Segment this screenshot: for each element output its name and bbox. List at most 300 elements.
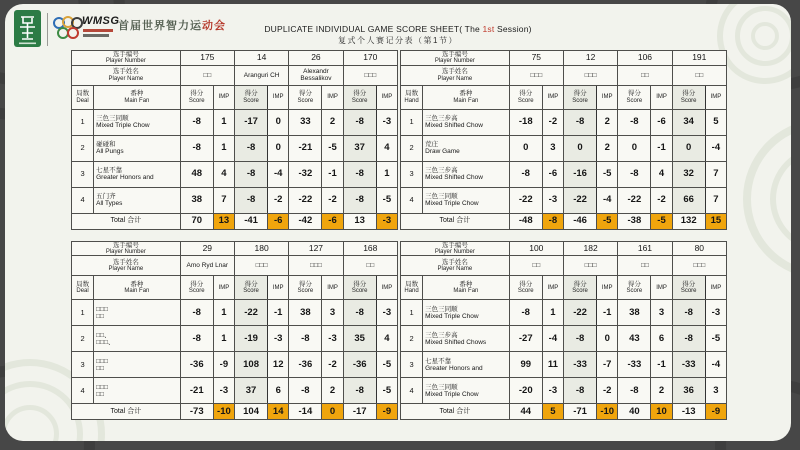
sheet-title-text-end: Session) <box>494 24 532 34</box>
fan-cell <box>94 135 181 161</box>
fan-cell <box>423 109 510 135</box>
fan-name-cn: 七星不靠 <box>425 357 452 365</box>
score-total-cell: -38 <box>618 213 651 229</box>
fan-header-cn: 番种 <box>130 281 144 289</box>
fan-name-cn: 荒庄 <box>425 141 439 149</box>
player-name: □□ <box>618 65 672 85</box>
imp-cell: 6 <box>268 378 289 404</box>
player-number-label-en: Player Number <box>434 248 475 255</box>
score-cell: -36 <box>180 352 213 378</box>
score-cell: 37 <box>234 378 267 404</box>
imp-total-cell: 0 <box>322 404 343 420</box>
table-row <box>72 109 398 135</box>
player-name: □□□ <box>563 65 617 85</box>
score-cell: -8 <box>343 378 376 404</box>
fan-name-cn: 三色三同顺 <box>425 305 458 313</box>
fan-name-en: All Types <box>96 200 123 208</box>
score-header <box>289 85 322 109</box>
imp-cell: 2 <box>322 109 343 135</box>
deal-cell: 3 <box>72 161 94 187</box>
score-header-cn: 得分 <box>353 90 367 98</box>
score-cell: -22 <box>509 187 542 213</box>
imp-cell: -4 <box>705 135 726 161</box>
total-label <box>401 404 510 420</box>
fan-name-cn: 碰碰和 <box>96 141 116 149</box>
score-cell: 0 <box>672 135 705 161</box>
player-number: 161 <box>618 241 672 256</box>
fan-name-en: □□□、 <box>96 338 115 346</box>
player-name: □□□ <box>289 256 343 276</box>
score-header-en: Score <box>626 288 643 295</box>
score-table-bottom-right <box>400 241 727 421</box>
fan-name-en: Greater Honors and <box>425 364 483 372</box>
imp-header: IMP <box>268 276 289 300</box>
score-cell: 37 <box>343 135 376 161</box>
player-name-label-en: Player Name <box>108 75 144 82</box>
score-cell: -8 <box>343 109 376 135</box>
fan-cell <box>423 300 510 326</box>
player-name-label <box>401 65 510 85</box>
player-name: □□ <box>672 65 726 85</box>
deal-header-cn: 局数 <box>76 281 90 289</box>
score-header-cn: 得分 <box>190 90 204 98</box>
score-cell: -20 <box>509 378 542 404</box>
score-header <box>509 85 542 109</box>
player-name-label-en: Player Name <box>437 266 473 273</box>
fan-header <box>94 85 181 109</box>
fan-name-en: Mixed Triple Chow <box>425 200 479 208</box>
score-header-en: Score <box>626 97 643 104</box>
score-cell: 34 <box>672 109 705 135</box>
fan-name-cn: 七星不靠 <box>96 167 123 175</box>
imp-cell: 4 <box>651 161 672 187</box>
score-header-cn: 得分 <box>353 281 367 289</box>
score-table-bottom-left <box>71 241 398 421</box>
imp-header: IMP <box>376 276 397 300</box>
player-number: 168 <box>343 241 397 256</box>
fan-name-en: Mixed Triple Chow <box>96 122 150 130</box>
imp-header: IMP <box>705 85 726 109</box>
deal-cell: 3 <box>401 161 423 187</box>
sheet-title <box>5 24 791 34</box>
fan-name-en: □□ <box>96 390 104 398</box>
total-row <box>72 213 398 229</box>
imp-cell: -5 <box>705 326 726 352</box>
imp-cell: 0 <box>597 326 618 352</box>
table-row <box>72 161 398 187</box>
player-number: 127 <box>289 241 343 256</box>
score-cell: 43 <box>618 326 651 352</box>
fan-name-en: □□ <box>96 364 104 372</box>
imp-cell: 2 <box>322 378 343 404</box>
imp-header: IMP <box>542 85 563 109</box>
imp-total-cell: -8 <box>542 213 563 229</box>
table-row <box>401 109 727 135</box>
imp-cell: -6 <box>542 161 563 187</box>
fan-cell <box>94 352 181 378</box>
score-header-en: Score <box>297 97 314 104</box>
score-total-cell: 132 <box>672 213 705 229</box>
score-header <box>563 85 596 109</box>
table-row <box>72 378 398 404</box>
score-header-en: Score <box>243 97 259 104</box>
imp-cell: -2 <box>322 187 343 213</box>
score-total-cell: -41 <box>234 213 267 229</box>
fan-cell <box>423 378 510 404</box>
score-cell: -22 <box>618 187 651 213</box>
table-row <box>401 300 727 326</box>
player-number: 75 <box>509 51 563 66</box>
score-header-cn: 得分 <box>682 281 696 289</box>
score-cell: -22 <box>563 300 596 326</box>
imp-total-cell: -5 <box>597 213 618 229</box>
deal-header-en: Hand <box>404 288 419 295</box>
imp-cell: -3 <box>376 109 397 135</box>
total-label-cn: 合计 <box>456 217 471 225</box>
imp-cell: -3 <box>213 378 234 404</box>
table-row <box>72 326 398 352</box>
deal-cell: 4 <box>401 378 423 404</box>
imp-total-cell: -6 <box>268 213 289 229</box>
deal-header-en: Deal <box>76 288 89 295</box>
score-cell: 38 <box>289 300 322 326</box>
fan-header <box>423 85 510 109</box>
imp-cell: 2 <box>597 109 618 135</box>
player-number: 29 <box>180 241 234 256</box>
score-cell: -19 <box>234 326 267 352</box>
player-name-label <box>72 256 181 276</box>
imp-cell: -3 <box>322 326 343 352</box>
score-cell: -8 <box>343 187 376 213</box>
score-cell: -8 <box>563 109 596 135</box>
player-name: □□ <box>618 256 672 276</box>
deal-header-cn: 局数 <box>405 90 419 98</box>
imp-cell: -3 <box>542 378 563 404</box>
fan-header-en: Main Fan <box>124 97 150 104</box>
score-header-cn: 得分 <box>298 90 312 98</box>
score-cell: 108 <box>234 352 267 378</box>
table-row <box>72 300 398 326</box>
fan-header-cn: 番种 <box>459 90 473 98</box>
fan-cell <box>423 161 510 187</box>
score-header <box>289 276 322 300</box>
score-cell: -18 <box>509 109 542 135</box>
score-cell: -22 <box>289 187 322 213</box>
player-number: 170 <box>343 51 397 66</box>
imp-total-cell: -10 <box>213 404 234 420</box>
imp-cell: -2 <box>651 187 672 213</box>
fan-name-cn: □□□ <box>96 305 108 313</box>
imp-total-cell: 5 <box>542 404 563 420</box>
total-label <box>72 213 181 229</box>
player-name-label-cn: 选手姓名 <box>441 68 468 76</box>
score-total-cell: -46 <box>563 213 596 229</box>
imp-cell: -4 <box>705 352 726 378</box>
fan-header <box>423 276 510 300</box>
imp-cell: -7 <box>597 352 618 378</box>
score-cell: -8 <box>563 326 596 352</box>
total-label <box>401 213 510 229</box>
score-cell: -36 <box>289 352 322 378</box>
player-name: □□□ <box>509 65 563 85</box>
imp-total-cell: -5 <box>651 213 672 229</box>
imp-cell: 12 <box>268 352 289 378</box>
score-header <box>234 276 267 300</box>
score-sheet-slide <box>5 4 791 441</box>
score-cell: -8 <box>509 161 542 187</box>
player-number: 80 <box>672 241 726 256</box>
imp-cell: 4 <box>376 135 397 161</box>
score-table-top-right <box>400 50 727 230</box>
deal-cell: 1 <box>72 109 94 135</box>
score-cell: 35 <box>343 326 376 352</box>
score-cell: -22 <box>563 187 596 213</box>
player-number-label <box>401 241 510 256</box>
score-header <box>672 276 705 300</box>
imp-header: IMP <box>651 276 672 300</box>
score-total-cell: -73 <box>180 404 213 420</box>
player-name-label <box>72 65 181 85</box>
score-cell: -36 <box>343 352 376 378</box>
deal-cell: 3 <box>401 352 423 378</box>
imp-cell: -1 <box>651 352 672 378</box>
imp-cell: -3 <box>542 187 563 213</box>
score-header-cn: 得分 <box>298 281 312 289</box>
score-cell: -32 <box>289 161 322 187</box>
score-total-cell: -17 <box>343 404 376 420</box>
total-label-en: Total <box>439 217 455 225</box>
imp-cell: -2 <box>268 187 289 213</box>
player-name: □□□ <box>234 256 288 276</box>
imp-cell: -4 <box>542 326 563 352</box>
fan-cell <box>94 378 181 404</box>
fan-name-cn: 五门齐 <box>96 193 116 201</box>
player-name: □□□ <box>343 65 397 85</box>
player-name: □□ <box>509 256 563 276</box>
score-cell: 66 <box>672 187 705 213</box>
deal-header <box>401 85 423 109</box>
player-name-label-en: Player Name <box>108 266 144 273</box>
score-header-en: Score <box>517 97 534 104</box>
fan-header-cn: 番种 <box>459 281 473 289</box>
fan-name-cn: □□□ <box>96 357 108 365</box>
total-label-en: Total <box>110 217 126 225</box>
player-number: 12 <box>563 51 617 66</box>
fan-header-en: Main Fan <box>453 288 479 295</box>
score-cell: -33 <box>618 352 651 378</box>
player-name-label-en: Player Name <box>437 75 473 82</box>
player-name: □□□ <box>563 256 617 276</box>
player-name: Alexandr Bessalikov <box>289 65 343 85</box>
imp-cell: 0 <box>268 109 289 135</box>
player-number: 191 <box>672 51 726 66</box>
player-number-label-cn: 选手编号 <box>112 51 139 58</box>
score-cell: 36 <box>672 378 705 404</box>
score-total-cell: -48 <box>509 213 542 229</box>
score-header-en: Score <box>351 288 368 295</box>
score-header-en: Score <box>188 288 205 295</box>
score-cell: -27 <box>509 326 542 352</box>
deal-header-cn: 局数 <box>405 281 419 289</box>
player-number: 106 <box>618 51 672 66</box>
fan-name-cn: 三色三同顺 <box>425 383 458 391</box>
deal-cell: 4 <box>401 187 423 213</box>
score-cell: -21 <box>289 135 322 161</box>
imp-total-cell: 10 <box>651 404 672 420</box>
total-label-cn: 合计 <box>456 408 471 416</box>
imp-cell: 7 <box>705 161 726 187</box>
fan-name-en: Mixed Triple Chow <box>425 312 479 320</box>
fan-name-en: □□ <box>96 312 104 320</box>
score-cell: 32 <box>672 161 705 187</box>
player-number-label-en: Player Number <box>105 248 146 255</box>
score-header-en: Score <box>188 97 205 104</box>
table-row <box>401 378 727 404</box>
fan-header-cn: 番种 <box>130 90 144 98</box>
player-number: 14 <box>234 51 288 66</box>
fan-header <box>94 276 181 300</box>
score-header <box>234 85 267 109</box>
score-header <box>343 276 376 300</box>
imp-cell: -5 <box>322 135 343 161</box>
imp-cell: -2 <box>597 378 618 404</box>
score-cell: 33 <box>289 109 322 135</box>
score-header-cn: 得分 <box>573 90 587 98</box>
imp-header: IMP <box>322 276 343 300</box>
event-title-cn-main: 首届世界智力运 <box>118 20 202 32</box>
imp-cell: 3 <box>705 378 726 404</box>
score-cell: -8 <box>343 161 376 187</box>
sheet-subtitle-cn: 复式个人赛记分表（第1节） <box>338 36 458 45</box>
player-name-label-cn: 选手姓名 <box>441 259 468 267</box>
imp-cell: -5 <box>597 161 618 187</box>
deal-header-cn: 局数 <box>76 90 90 98</box>
score-total-cell: 104 <box>234 404 267 420</box>
total-label-en: Total <box>439 408 455 416</box>
imp-cell: -6 <box>651 109 672 135</box>
imp-header: IMP <box>213 85 234 109</box>
imp-total-cell: 14 <box>268 404 289 420</box>
total-row <box>401 404 727 420</box>
score-cell: -33 <box>672 352 705 378</box>
score-cell: -8 <box>234 187 267 213</box>
score-total-cell: 70 <box>180 213 213 229</box>
score-cell: -16 <box>563 161 596 187</box>
score-header-en: Score <box>243 288 259 295</box>
score-header-cn: 得分 <box>519 90 533 98</box>
score-cell: -8 <box>180 300 213 326</box>
deal-cell: 1 <box>401 300 423 326</box>
imp-cell: -9 <box>213 352 234 378</box>
total-row <box>401 213 727 229</box>
deal-cell: 2 <box>401 135 423 161</box>
imp-cell: 4 <box>376 326 397 352</box>
fan-name-cn: □□、 <box>96 331 111 339</box>
player-number-label-en: Player Number <box>105 58 146 65</box>
table-row <box>401 187 727 213</box>
fan-cell <box>94 326 181 352</box>
imp-header: IMP <box>268 85 289 109</box>
imp-cell: -1 <box>268 300 289 326</box>
imp-total-cell: -9 <box>705 404 726 420</box>
player-number-label-cn: 选手编号 <box>441 51 468 58</box>
score-header <box>618 85 651 109</box>
fan-name-en: Mixed Shifted Chow <box>425 174 483 182</box>
imp-total-cell: -3 <box>376 213 397 229</box>
fan-name-cn: 三色三步高 <box>425 167 458 175</box>
imp-cell: -5 <box>376 378 397 404</box>
imp-cell: 7 <box>705 187 726 213</box>
score-cell: -33 <box>563 352 596 378</box>
score-cell: 99 <box>509 352 542 378</box>
imp-cell: -2 <box>542 109 563 135</box>
player-number-label <box>72 51 181 66</box>
sheet-title-text: DUPLICATE INDIVIDUAL GAME SCORE SHEET( The <box>264 24 483 34</box>
score-cell: -8 <box>618 161 651 187</box>
event-title-cn-accent: 动会 <box>202 20 226 32</box>
score-header-cn: 得分 <box>519 281 533 289</box>
score-cell: 0 <box>509 135 542 161</box>
imp-cell: 3 <box>322 300 343 326</box>
deal-cell: 4 <box>72 378 94 404</box>
imp-cell: -2 <box>322 352 343 378</box>
score-cell: -8 <box>618 109 651 135</box>
total-label-cn: 合计 <box>127 408 142 416</box>
score-total-cell: 44 <box>509 404 542 420</box>
deal-header-en: Deal <box>76 97 89 104</box>
fan-cell <box>94 187 181 213</box>
score-total-cell: 40 <box>618 404 651 420</box>
table-row <box>72 135 398 161</box>
score-header <box>672 85 705 109</box>
fan-name-en: Mixed Shifted Chow <box>425 122 483 130</box>
imp-total-cell: 13 <box>213 213 234 229</box>
table-row <box>401 161 727 187</box>
deal-cell: 2 <box>72 326 94 352</box>
score-cell: -8 <box>289 326 322 352</box>
imp-cell: -1 <box>597 300 618 326</box>
imp-cell: 1 <box>213 135 234 161</box>
score-header-en: Score <box>572 97 588 104</box>
score-header-en: Score <box>680 288 697 295</box>
score-header <box>618 276 651 300</box>
imp-header: IMP <box>651 85 672 109</box>
table-row <box>401 135 727 161</box>
total-label-cn: 合计 <box>127 217 142 225</box>
score-cell: -17 <box>234 109 267 135</box>
imp-header: IMP <box>597 276 618 300</box>
player-number: 182 <box>563 241 617 256</box>
score-cell: -8 <box>289 378 322 404</box>
score-total-cell: -13 <box>672 404 705 420</box>
score-cell: 38 <box>618 300 651 326</box>
score-header <box>509 276 542 300</box>
imp-header: IMP <box>542 276 563 300</box>
total-label <box>72 404 181 420</box>
fan-name-en: Mixed Triple Chow <box>425 390 479 398</box>
player-name-label-cn: 选手姓名 <box>112 259 139 267</box>
score-header-en: Score <box>517 288 534 295</box>
score-cell: -8 <box>509 300 542 326</box>
score-tables-grid <box>71 50 727 420</box>
imp-cell: -5 <box>376 352 397 378</box>
deal-header <box>72 85 94 109</box>
fan-name-cn: 三色三步高 <box>425 115 458 123</box>
imp-cell: 1 <box>213 109 234 135</box>
player-name-label-cn: 选手姓名 <box>112 68 139 76</box>
score-header-cn: 得分 <box>627 281 641 289</box>
imp-cell: 4 <box>213 161 234 187</box>
